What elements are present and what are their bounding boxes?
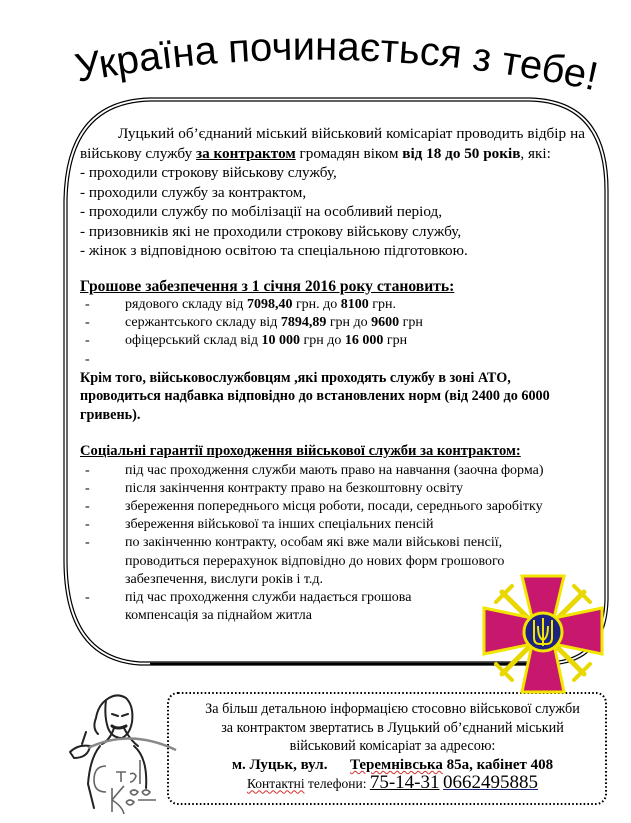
guarantee-item	[80, 534, 505, 589]
cossack-logo	[60, 688, 180, 816]
pay-item	[80, 296, 585, 314]
pay-to: 9600	[371, 315, 400, 331]
guarantees-list	[80, 462, 544, 626]
guarantee-text: збереження військової та інших спеціальних пенсій	[125, 517, 434, 533]
guarantee-item	[80, 462, 544, 480]
eligibility-item: - проходили службу по мобілізації на особливий період,	[80, 203, 443, 220]
phone-number-2[interactable]: 0662495885	[443, 772, 539, 794]
headline-text	[72, 25, 602, 100]
guarantee-text: під час проходження служби мають право на навчання (заочна форма)	[125, 462, 544, 478]
address-street: Теремнівська	[349, 756, 443, 773]
guarantee-text: по закінченню контракту, особам які вже мали військові пенсії, проводиться перерахунок відповідно до нових форм грошового забезпечення, вислуги років і т.д.	[125, 535, 505, 587]
info-line: За більш детальною інформацією стосовно військової служби	[205, 701, 580, 717]
dash: -	[85, 333, 90, 349]
dash: -	[85, 462, 90, 478]
guarantee-text: після закінчення контракту право на безкоштовну освіту	[125, 480, 463, 496]
pay-mid: грн. до	[292, 297, 341, 312]
pay-item-empty	[80, 351, 585, 369]
eligibility-item: - жінок з відповідною освітою та спеціальною підготовкою.	[80, 242, 468, 259]
dash: -	[85, 589, 90, 605]
dash: -	[85, 297, 90, 312]
phone-number-1[interactable]: 75-14-31	[369, 772, 440, 794]
spacer	[80, 424, 585, 442]
contacts-label: Контактні	[246, 776, 305, 792]
guarantees-heading: Соціальні гарантії проходження військової служби за контрактом:	[80, 443, 521, 460]
spacer	[80, 261, 585, 277]
guarantee-item	[80, 516, 495, 534]
intro-paragraph	[80, 124, 585, 163]
pay-post: грн	[383, 333, 408, 349]
pay-rank: сержантського складу від	[125, 315, 281, 331]
pay-rank: офіцерський склад від	[125, 333, 262, 349]
eligibility-item: - проходили службу за контрактом,	[80, 183, 307, 201]
pay-mid: грн до	[326, 315, 372, 331]
intro-age: від 18 до 50 років	[402, 144, 521, 162]
pay-item	[80, 314, 585, 332]
intro-text-2: громадян віком	[295, 144, 403, 162]
ground-forces-emblem	[482, 574, 604, 694]
intro-text-3: , які:	[520, 144, 551, 162]
pay-to: 16 000	[344, 333, 384, 349]
intro-text: Луцький об’єднаний міський військовий комісаріат проводить відбір на військову службу	[80, 125, 585, 162]
eligibility-item: - проходили строкову військову службу,	[80, 164, 337, 181]
pay-rank: рядового складу від	[125, 297, 247, 312]
pay-post: грн	[399, 315, 423, 331]
pay-from: 7098,40	[246, 297, 293, 312]
dash: -	[85, 315, 90, 331]
info-box	[180, 700, 605, 794]
info-line: за контрактом звертатись в Луцький об’єднаний міський	[221, 719, 564, 736]
headline-textpath: Україна починається з тебе!	[71, 24, 602, 100]
guarantee-text: збереження попереднього місця роботи, посади, середнього заробітку	[125, 498, 543, 514]
dash: -	[85, 517, 90, 533]
contacts	[180, 774, 605, 794]
dash: -	[85, 480, 90, 496]
pay-from: 10 000	[261, 333, 301, 349]
guarantee-text: під час проходження служби надається грошова компенсація за піднайом житла	[125, 589, 412, 624]
pay-post: грн.	[368, 297, 397, 312]
dash: -	[85, 351, 90, 367]
dash: -	[85, 535, 90, 551]
guarantee-item	[80, 589, 475, 625]
pay-item	[80, 332, 585, 350]
pay-from: 7894,89	[280, 315, 327, 331]
address-building: 85а, кабінет 408	[442, 756, 554, 773]
guarantee-item	[80, 498, 543, 516]
pay-heading: Грошове забезпечення з 1 січня 2016 року становить:	[80, 277, 455, 295]
headline	[0, 0, 631, 100]
pay-to: 8100	[340, 297, 369, 312]
main-content	[80, 124, 585, 625]
guarantee-item	[80, 480, 495, 498]
ato-note: Крім того, військовослужбовцям ,які проходять службу в зоні АТО, проводиться надбавка відповідно до встановлених норм (від 2400 до 6000 гривень).	[80, 369, 550, 423]
intro-contract: за контрактом	[195, 144, 296, 162]
address-city: м. Луцьк, вул.	[231, 756, 328, 773]
dash: -	[85, 498, 90, 514]
contacts-label-rest: телефони:	[304, 776, 370, 792]
pay-mid: грн до	[300, 333, 345, 349]
cossack-figure-icon	[70, 695, 146, 808]
eligibility-item: - призовників які не проходили строкову військову службу,	[80, 222, 462, 240]
pay-list	[80, 296, 585, 369]
headline-svg	[0, 0, 631, 100]
info-line: військовий комісаріат за адресою:	[289, 738, 496, 755]
